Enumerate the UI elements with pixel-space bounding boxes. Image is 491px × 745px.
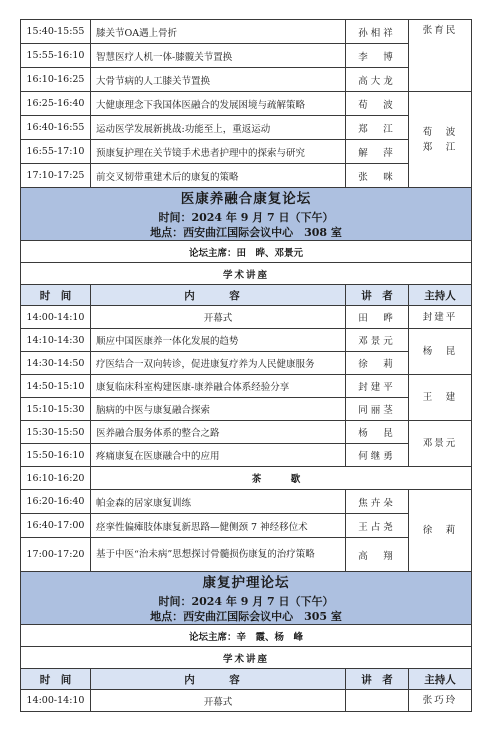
speaker-cell: 同丽茎 — [346, 398, 409, 421]
header-content: 内 容 — [91, 285, 346, 306]
header-moderator: 主持人 — [409, 669, 472, 690]
topic-cell: 前交叉韧带重建术后的康复的策略 — [91, 164, 346, 188]
topic-cell: 预康复护理在关节镜手术患者护理中的探索与研究 — [91, 140, 346, 164]
topic-cell: 大健康理念下我国体医融合的发展困境与疏解策略 — [91, 92, 346, 116]
speaker-cell: 田 晔 — [346, 306, 409, 329]
table-row — [21, 20, 472, 44]
table-row — [21, 164, 472, 188]
forum-chair: 论坛主席：田 晔、邓景元 — [21, 241, 472, 263]
moderator-cell: 王 建 — [409, 375, 472, 421]
topic-cell: 疼痛康复在医康融合中的应用 — [91, 444, 346, 467]
header-moderator: 主持人 — [409, 285, 472, 306]
table-row — [21, 92, 472, 116]
table-row — [21, 421, 472, 444]
time-cell: 15:10-15:30 — [21, 398, 91, 421]
topic-cell: 康复临床科室构建医康-康养融合体系经验分享 — [91, 375, 346, 398]
topic-cell: 顺应中国医康养一体化发展的趋势 — [91, 329, 346, 352]
forum-venue: 地点：西安曲江国际会议中心 305 室 — [150, 610, 342, 623]
speaker-cell: 高 翔 — [346, 538, 409, 572]
speaker-cell: 邓景元 — [346, 329, 409, 352]
speaker-cell: 李 博 — [346, 44, 409, 68]
topic-cell: 痉挛性偏瘫肢体康复新思路—健侧颈 7 神经移位术 — [91, 514, 346, 538]
table-row — [21, 140, 472, 164]
header-speaker: 讲 者 — [346, 669, 409, 690]
time-cell: 15:40-15:55 — [21, 20, 91, 44]
time-cell: 16:10-16:25 — [21, 68, 91, 92]
table-row — [21, 306, 472, 329]
time-cell: 14:00-14:10 — [21, 690, 91, 712]
topic-cell: 医养融合服务体系的整合之路 — [91, 421, 346, 444]
table-row — [21, 514, 472, 538]
forum-header — [21, 572, 472, 625]
time-cell: 16:10-16:20 — [21, 467, 91, 490]
forum-venue: 地点：西安曲江国际会议中心 308 室 — [150, 226, 342, 239]
speaker-cell: 何继勇 — [346, 444, 409, 467]
topic-cell: 帕金森的居家康复训练 — [91, 490, 346, 514]
header-content: 内 容 — [91, 669, 346, 690]
speaker-cell: 封建平 — [346, 375, 409, 398]
table-row — [21, 44, 472, 68]
topic-cell: 智慧医疗人机一体-膝髋关节置换 — [91, 44, 346, 68]
time-cell: 17:10-17:25 — [21, 164, 91, 188]
moderator-cell: 封建平 — [409, 306, 472, 329]
time-cell: 16:20-16:40 — [21, 490, 91, 514]
schedule-table — [20, 19, 472, 712]
topic-cell: 大骨节病的人工膝关节置换 — [91, 68, 346, 92]
header-speaker: 讲 者 — [346, 285, 409, 306]
table-row — [21, 375, 472, 398]
speaker-cell: 荀 波 — [346, 92, 409, 116]
break-row — [21, 467, 472, 490]
speaker-cell: 王占尧 — [346, 514, 409, 538]
table-row — [21, 329, 472, 352]
table-row — [21, 116, 472, 140]
topic-cell: 基于中医“治未病”思想探讨骨髓损伤康复的治疗策略 — [91, 538, 346, 572]
column-header-row — [21, 669, 472, 690]
moderator-cell: 张巧玲 — [409, 690, 472, 712]
time-cell: 16:25-16:40 — [21, 92, 91, 116]
header-time: 时 间 — [21, 669, 91, 690]
column-header-row — [21, 285, 472, 306]
speaker-cell: 郑 江 — [346, 116, 409, 140]
forum-title: 医康养融合康复论坛 — [180, 191, 312, 207]
table-row — [21, 490, 472, 514]
time-cell: 16:40-16:55 — [21, 116, 91, 140]
moderator-cell: 邓景元 — [409, 421, 472, 467]
table-row — [21, 68, 472, 92]
topic-cell: 开幕式 — [91, 306, 346, 329]
speaker-cell: 杨 昆 — [346, 421, 409, 444]
table-row — [21, 538, 472, 572]
topic-cell: 运动医学发展新挑战:功能至上，重返运动 — [91, 116, 346, 140]
topic-cell: 膝关节OA遇上骨折 — [91, 20, 346, 44]
speaker-cell — [346, 690, 409, 712]
topic-cell: 脑病的中医与康复融合探索 — [91, 398, 346, 421]
moderator-cell: 杨 昆 — [409, 329, 472, 375]
time-cell: 17:00-17:20 — [21, 538, 91, 572]
moderator-cell: 徐 莉 — [409, 490, 472, 572]
break-label: 茶 歇 — [91, 467, 472, 490]
time-cell: 15:55-16:10 — [21, 44, 91, 68]
moderator-cell: 张育民 — [409, 20, 472, 92]
moderator-cell: 荀 波 郑 江 — [409, 92, 472, 188]
time-cell: 16:55-17:10 — [21, 140, 91, 164]
table-row — [21, 690, 472, 712]
speaker-cell: 解 萍 — [346, 140, 409, 164]
time-cell: 15:50-16:10 — [21, 444, 91, 467]
forum-chair: 论坛主席：辛 霞、杨 峰 — [21, 625, 472, 647]
topic-cell: 开幕式 — [91, 690, 346, 712]
speaker-cell: 张 咪 — [346, 164, 409, 188]
table-row — [21, 444, 472, 467]
forum-title: 康复护理论坛 — [202, 575, 290, 591]
header-time: 时 间 — [21, 285, 91, 306]
time-cell: 14:00-14:10 — [21, 306, 91, 329]
time-cell: 14:50-15:10 — [21, 375, 91, 398]
section-title: 学术讲座 — [21, 647, 472, 669]
forum-time: 时间：2024 年 9 月 7 日（下午） — [158, 211, 334, 224]
forum-time: 时间：2024 年 9 月 7 日（下午） — [158, 595, 334, 608]
speaker-cell: 高大龙 — [346, 68, 409, 92]
table-row — [21, 352, 472, 375]
speaker-cell: 徐 莉 — [346, 352, 409, 375]
time-cell: 14:10-14:30 — [21, 329, 91, 352]
speaker-cell: 焦卉朵 — [346, 490, 409, 514]
time-cell: 14:30-14:50 — [21, 352, 91, 375]
section-title: 学术讲座 — [21, 263, 472, 285]
time-cell: 16:40-17:00 — [21, 514, 91, 538]
time-cell: 15:30-15:50 — [21, 421, 91, 444]
table-row — [21, 398, 472, 421]
forum-header — [21, 188, 472, 241]
topic-cell: 疗医结合一双向转诊，促进康复疗养为人民健康服务 — [91, 352, 346, 375]
speaker-cell: 孙相祥 — [346, 20, 409, 44]
